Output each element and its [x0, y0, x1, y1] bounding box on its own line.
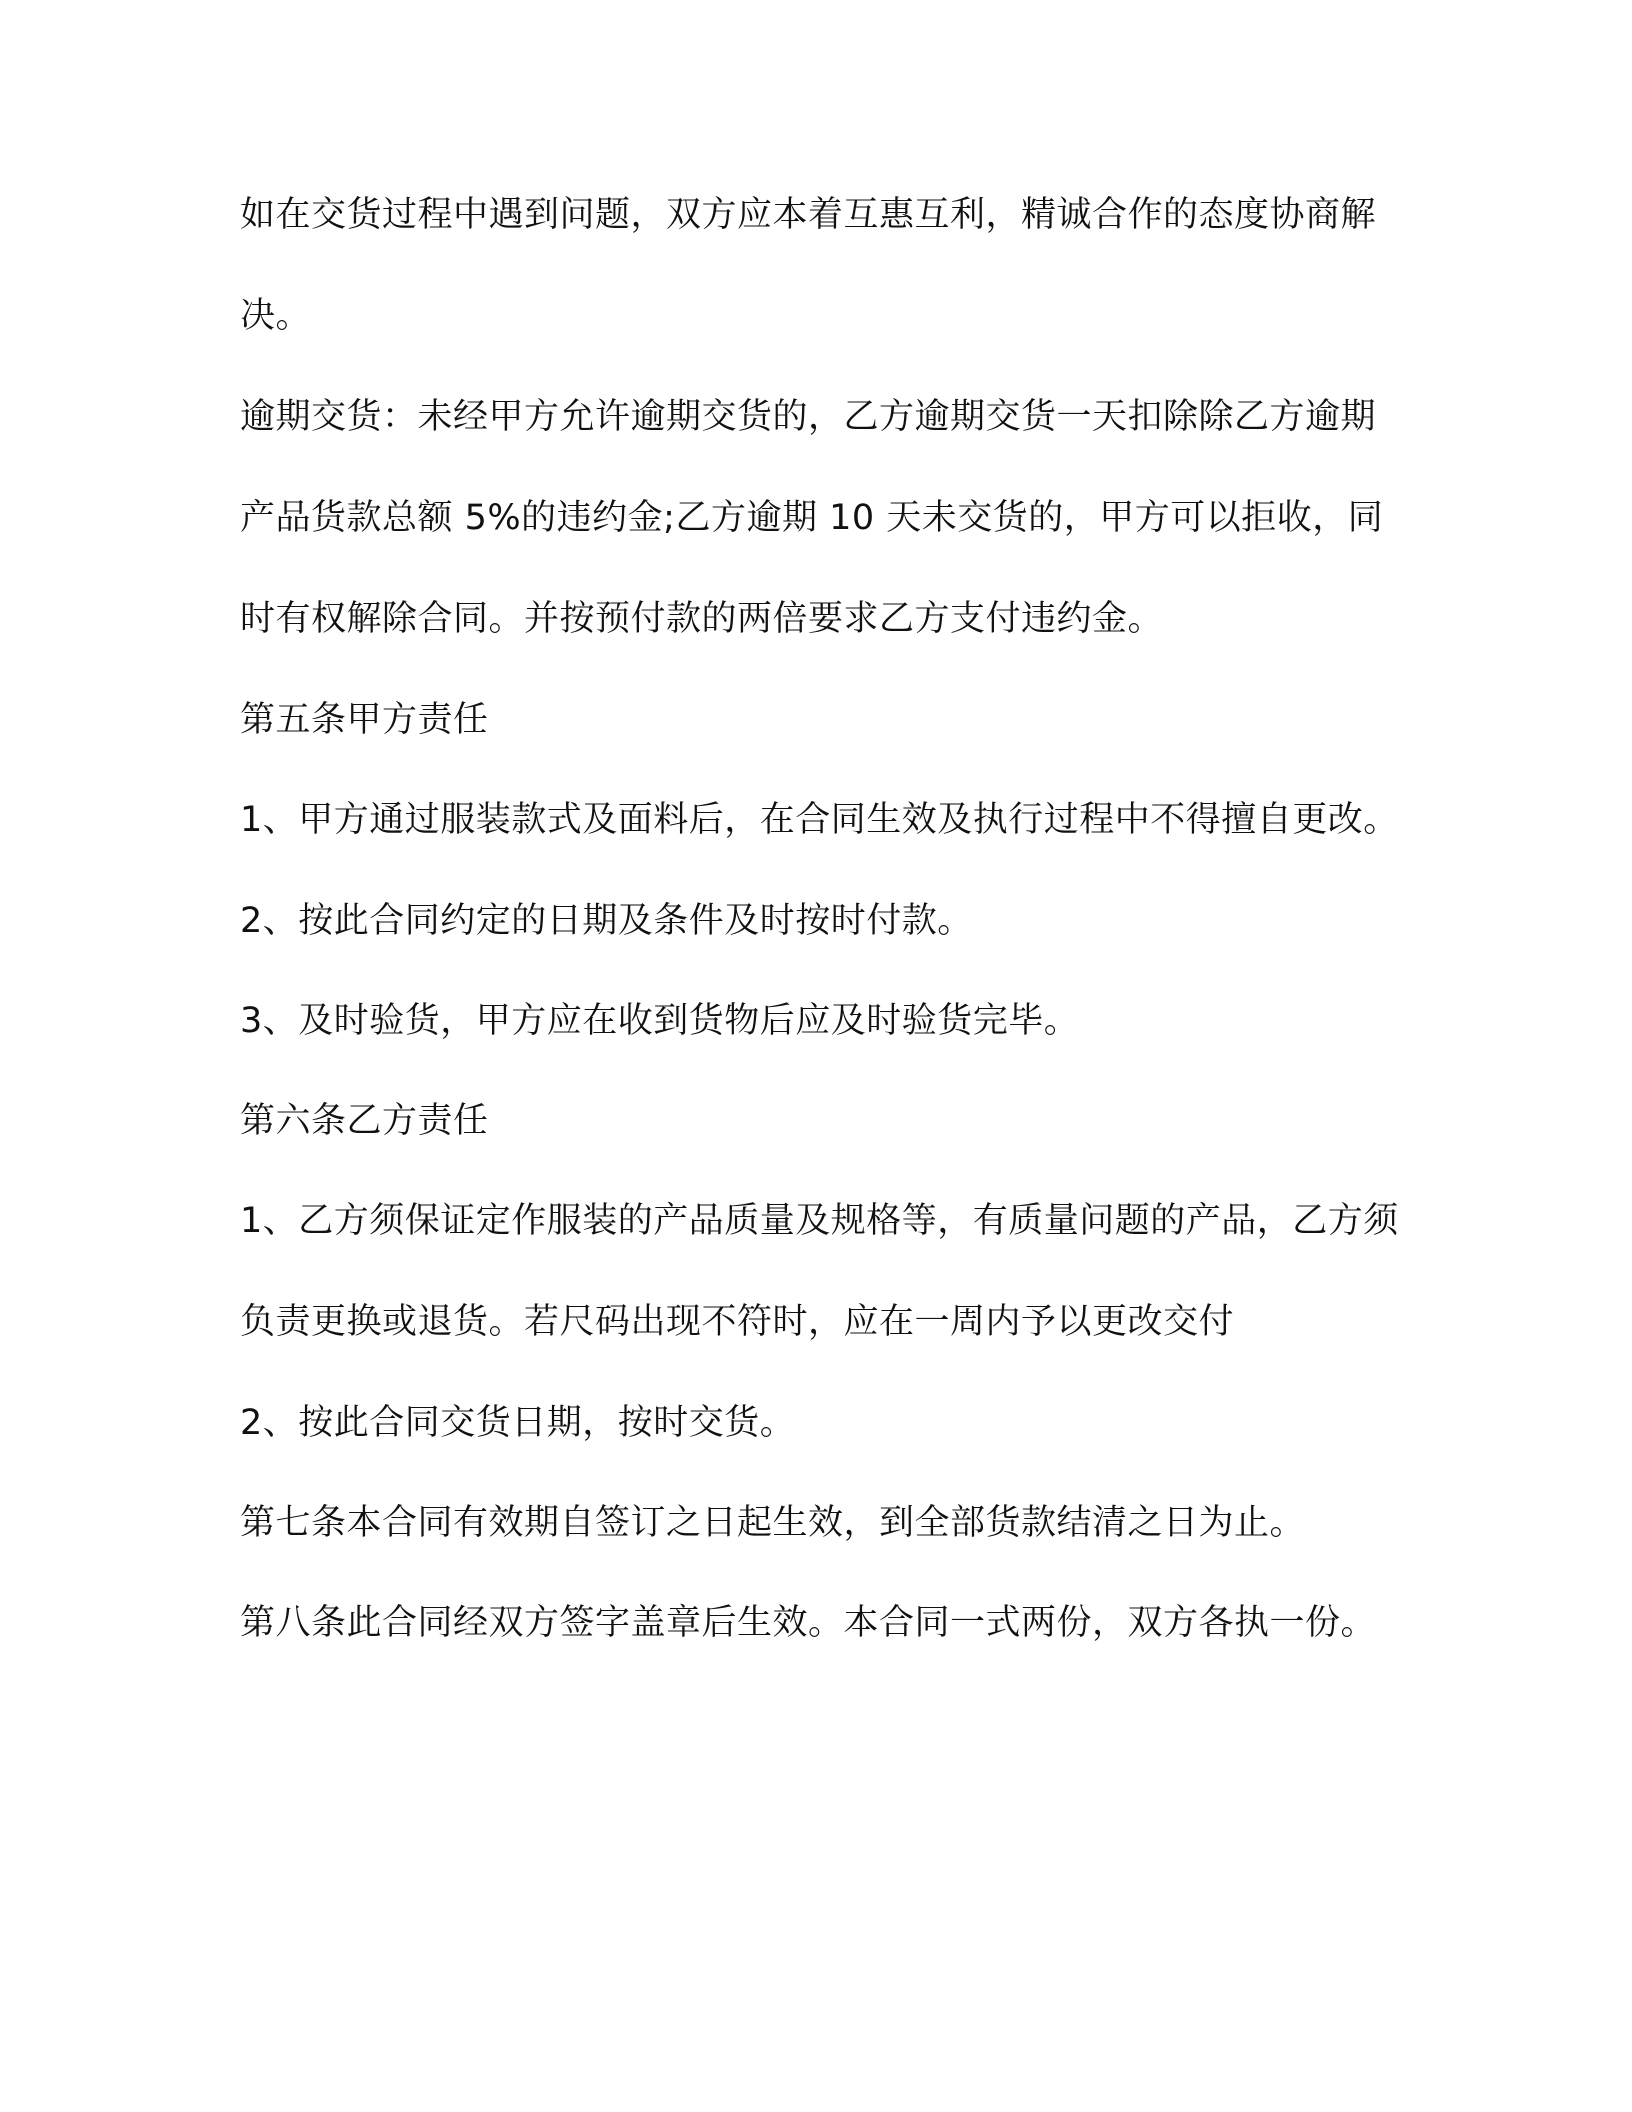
heading-article-5: 第五条甲方责任 — [240, 700, 489, 740]
paragraph-article-5-item-1: 1、甲方通过服装款式及面料后，在合同生效及执行过程中不得擅自更改。 — [240, 800, 1399, 840]
paragraph-article-6-item-2: 2、按此合同交货日期，按时交货。 — [240, 1403, 796, 1443]
heading-article-6: 第六条乙方责任 — [240, 1101, 489, 1141]
paragraph-article-8: 第八条此合同经双方签字盖章后生效。本合同一式两份，双方各执一份。 — [240, 1603, 1377, 1643]
document-body — [240, 190, 1400, 1699]
paragraph-late-delivery: 逾期交货：未经甲方允许逾期交货的，乙方逾期交货一天扣除除乙方逾期产品货款总额 5%的违约金;乙方逾期 10 天未交货的，甲方可以拒收，同时有权解除合同。并按预付款的两倍要求乙方支付违约金。 — [240, 397, 1384, 639]
paragraph-article-6-item-1: 1、乙方须保证定作服装的产品质量及规格等，有质量问题的产品，乙方须负责更换或退货。若尺码出现不符时，应在一周内予以更改交付 — [240, 1201, 1399, 1342]
paragraph-article-5-item-3: 3、及时验货，甲方应在收到货物后应及时验货完毕。 — [240, 1001, 1080, 1041]
paragraph-delivery-problems: 如在交货过程中遇到问题，双方应本着互惠互利，精诚合作的态度协商解决。 — [240, 195, 1377, 336]
paragraph-article-5-item-2: 2、按此合同约定的日期及条件及时按时付款。 — [240, 901, 973, 941]
paragraph-article-7: 第七条本合同有效期自签订之日起生效，到全部货款结清之日为止。 — [240, 1503, 1306, 1543]
